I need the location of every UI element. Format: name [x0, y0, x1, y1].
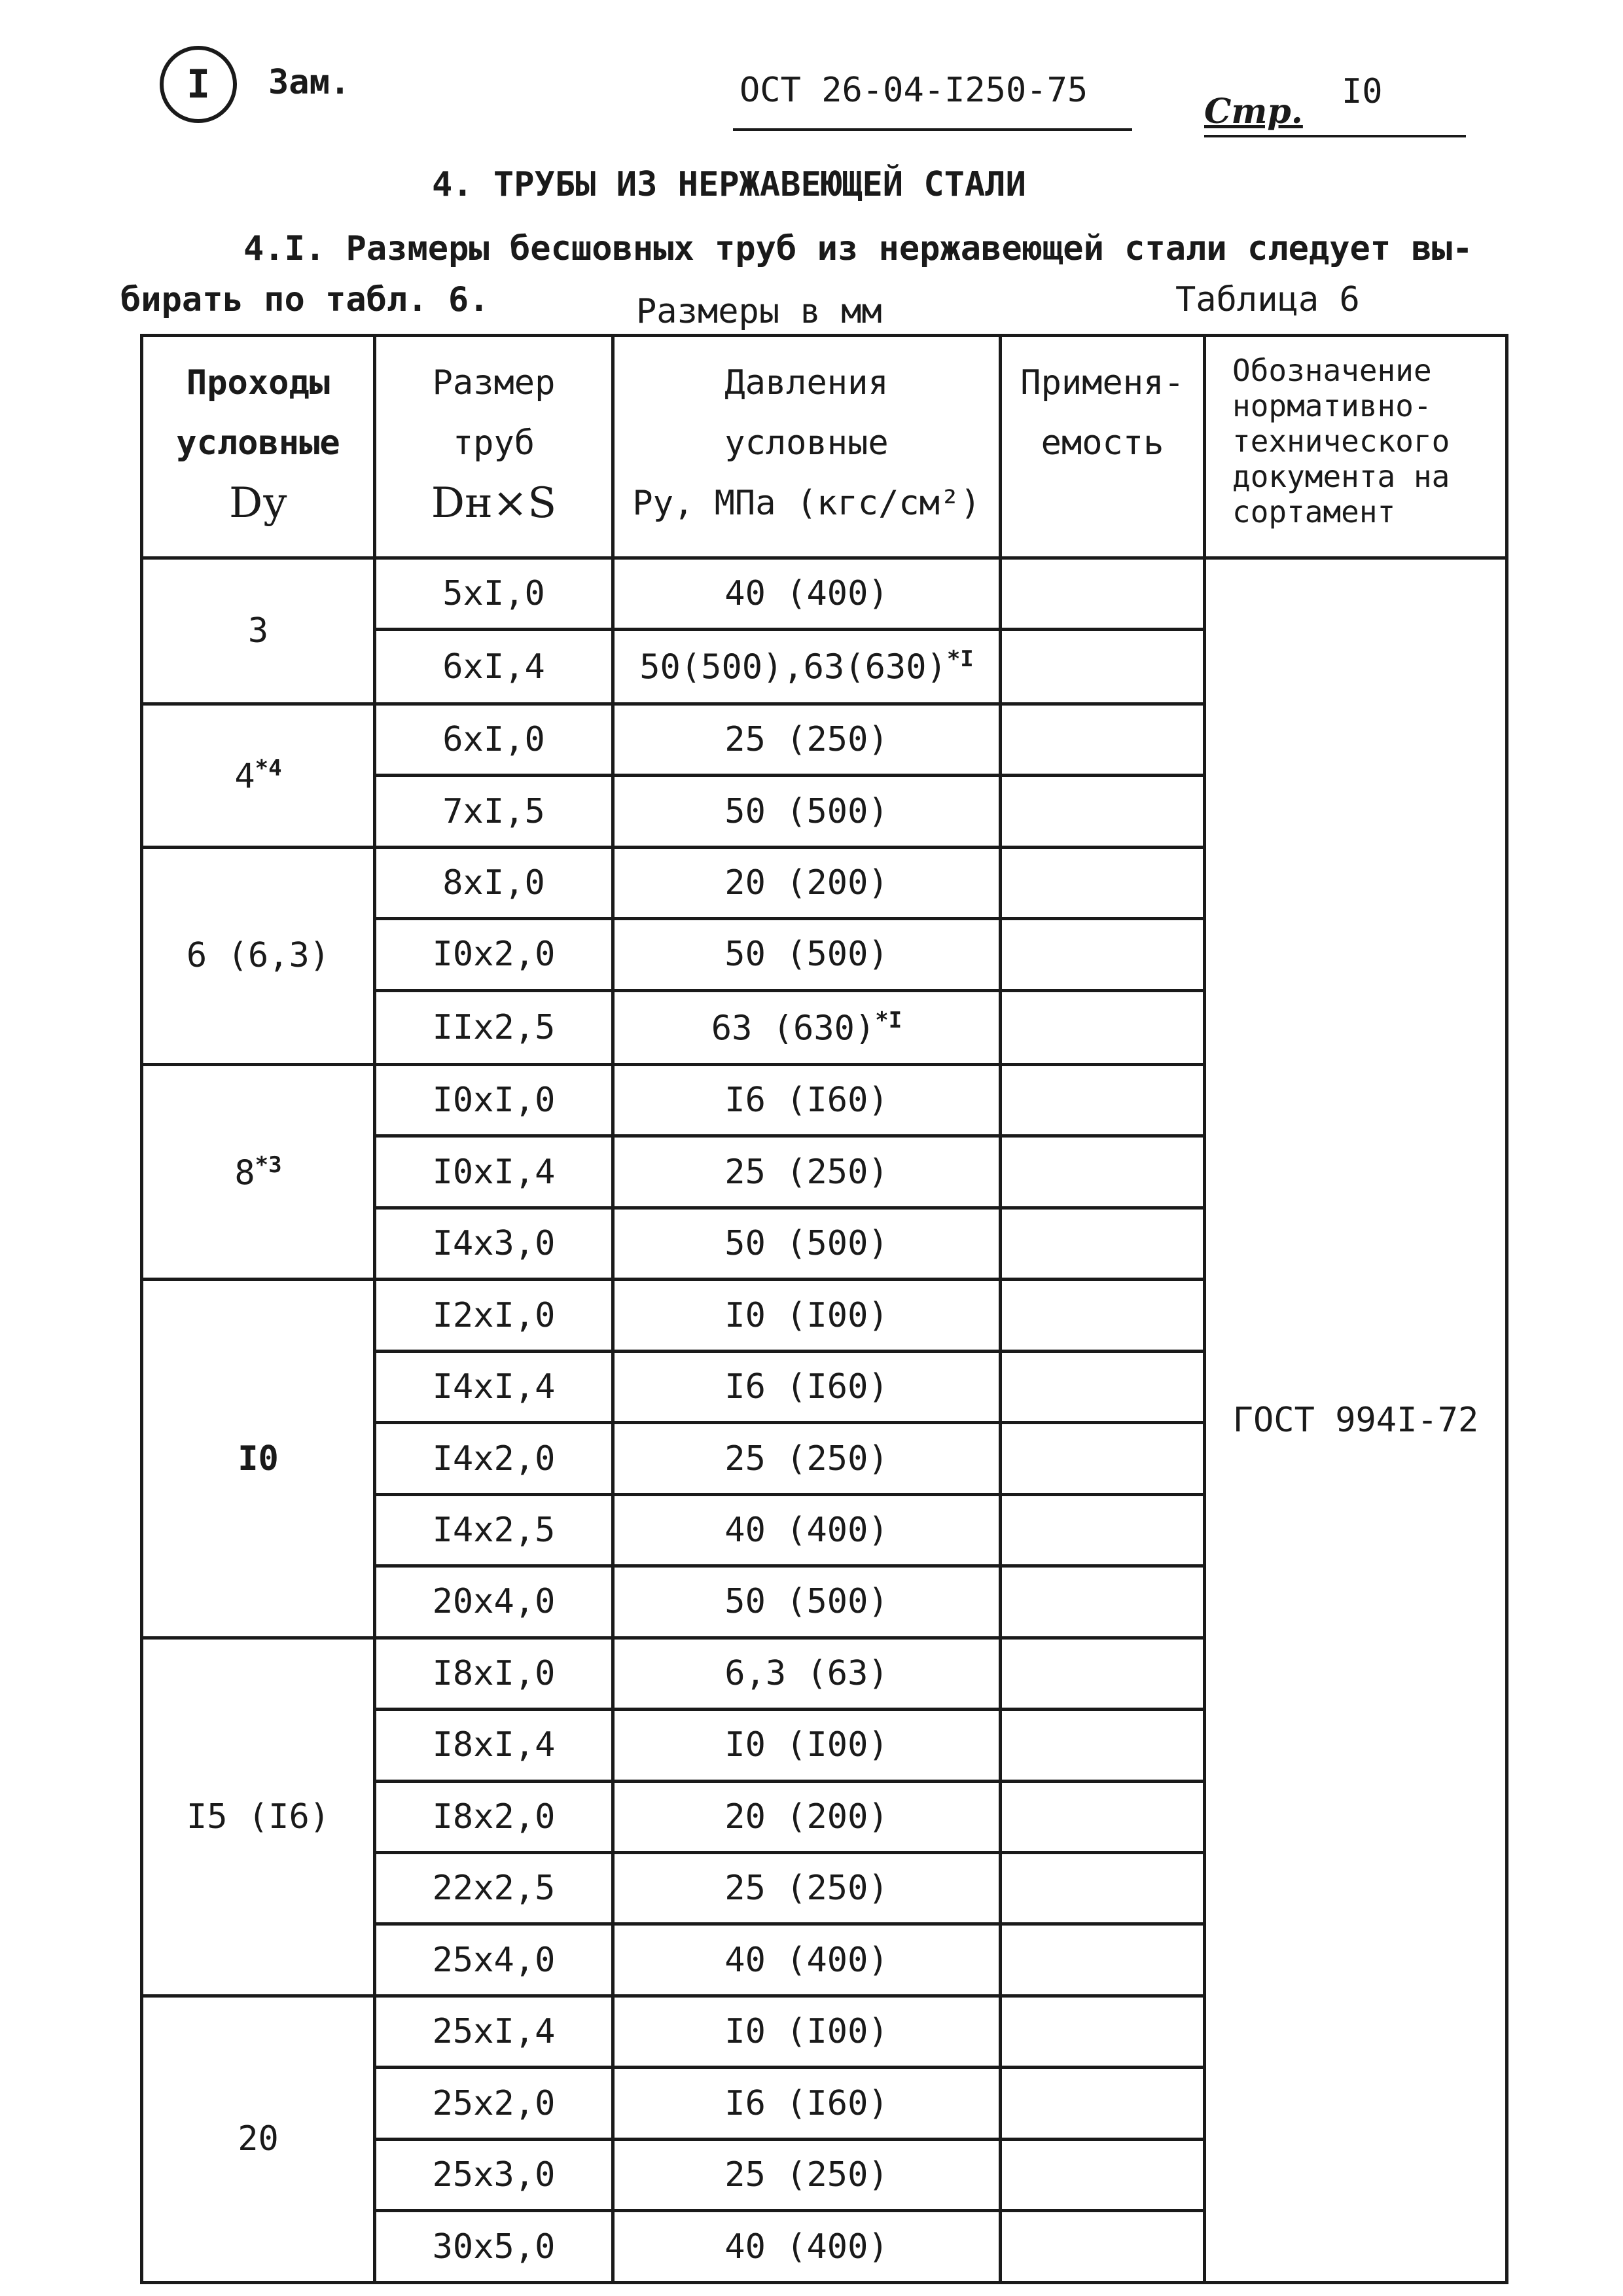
pressure-value: 50 (500)	[724, 1582, 889, 1622]
cell-nominal-bore	[142, 704, 375, 847]
cell-pressure	[613, 630, 1001, 704]
cell-pipe-size: 8xI,0	[375, 847, 613, 918]
col-dy-line1: Проходы	[186, 363, 330, 403]
cell-pressure	[613, 1781, 1001, 1852]
cell-pipe-size: IIx2,5	[375, 990, 613, 1064]
col-pressure	[613, 336, 1001, 558]
nominal-bore-value: I0	[238, 1439, 279, 1479]
cell-nominal-bore	[142, 1065, 375, 1280]
change-number-circle	[160, 46, 237, 123]
cell-pipe-size: 22x2,5	[375, 1853, 613, 1924]
col-doc-line2: нормативно-	[1232, 388, 1432, 423]
section-title: 4. ТРУБЫ ИЗ НЕРЖАВЕЮЩЕЙ СТАЛИ	[432, 165, 1026, 204]
paragraph-line-1: 4.I. Размеры бесшовных труб из нержавеющей стали следует вы-	[243, 229, 1473, 268]
col-use-line2: емость	[1041, 423, 1164, 463]
pressure-value: 40 (400)	[724, 574, 889, 614]
footnote-mark: *4	[255, 755, 282, 781]
cell-pressure	[613, 1423, 1001, 1494]
cell-pressure	[613, 1494, 1001, 1566]
units-note: Размеры в мм	[636, 292, 882, 331]
pipe-size-table	[140, 334, 1508, 2284]
pressure-value: 25 (250)	[724, 1152, 889, 1192]
cell-pressure	[613, 1853, 1001, 1924]
pressure-value: I0 (I00)	[724, 1725, 889, 1765]
col-standard-doc	[1205, 336, 1507, 558]
cell-pressure	[613, 2211, 1001, 2283]
pressure-value: 50 (500)	[724, 791, 889, 831]
pressure-value: 25 (250)	[724, 1439, 889, 1479]
cell-pressure	[613, 1566, 1001, 1638]
col-doc-line3: технического	[1232, 423, 1450, 459]
cell-nominal-bore	[142, 558, 375, 704]
cell-pipe-size: I0x2,0	[375, 919, 613, 990]
cell-pipe-size: I4x2,5	[375, 1494, 613, 1566]
footnote-mark: *I	[875, 1007, 902, 1033]
col-pressure-line1: Давления	[724, 363, 889, 403]
cell-applicability	[1001, 1710, 1205, 1781]
pressure-value: 25 (250)	[724, 2155, 889, 2195]
cell-applicability	[1001, 1065, 1205, 1136]
cell-pressure	[613, 2139, 1001, 2210]
col-size-symbol: Dн×S	[431, 479, 557, 528]
table-body	[142, 558, 1507, 2283]
cell-pipe-size: 6xI,0	[375, 704, 613, 775]
cell-pressure	[613, 1136, 1001, 1208]
nominal-bore-value: 6 (6,3)	[186, 936, 330, 976]
cell-applicability	[1001, 558, 1205, 630]
cell-pressure	[613, 847, 1001, 918]
col-pressure-line2: условные	[724, 423, 889, 463]
page-label: Стр.	[1204, 92, 1303, 132]
cell-applicability	[1001, 1351, 1205, 1422]
pressure-value: 20 (200)	[724, 863, 889, 903]
cell-pipe-size: I8xI,0	[375, 1638, 613, 1709]
cell-pressure	[613, 1280, 1001, 1351]
cell-pipe-size: I0xI,4	[375, 1136, 613, 1208]
pressure-value: 20 (200)	[724, 1797, 889, 1837]
pressure-value: I6 (I60)	[724, 1367, 889, 1407]
standard-underline	[733, 128, 1132, 131]
pressure-value: 50 (500)	[724, 935, 889, 975]
cell-pipe-size: 25x2,0	[375, 2068, 613, 2139]
cell-applicability	[1001, 1280, 1205, 1351]
footnote-mark: *I	[946, 646, 974, 673]
cell-applicability	[1001, 1638, 1205, 1709]
cell-nominal-bore	[142, 1280, 375, 1638]
cell-pressure	[613, 776, 1001, 847]
col-size-line1: Размер	[432, 363, 556, 403]
pressure-value: I6 (I60)	[724, 2083, 889, 2123]
cell-pressure	[613, 704, 1001, 775]
col-dy-line2: условные	[176, 423, 340, 463]
cell-pressure	[613, 990, 1001, 1064]
col-nominal-bore	[142, 336, 375, 558]
cell-applicability	[1001, 1136, 1205, 1208]
cell-applicability	[1001, 2211, 1205, 2283]
cell-nominal-bore	[142, 1638, 375, 1996]
change-label: Зам.	[268, 63, 351, 102]
table-row	[142, 558, 1507, 630]
nominal-bore-value: I5 (I6)	[186, 1797, 330, 1837]
cell-applicability	[1001, 1423, 1205, 1494]
cell-pressure	[613, 1710, 1001, 1781]
cell-applicability	[1001, 1853, 1205, 1924]
cell-pressure	[613, 919, 1001, 990]
pressure-value: I6 (I60)	[724, 1081, 889, 1121]
cell-pipe-size: I8xI,4	[375, 1710, 613, 1781]
cell-pipe-size: 25x4,0	[375, 1924, 613, 1996]
cell-pipe-size: I8x2,0	[375, 1781, 613, 1852]
cell-applicability	[1001, 1494, 1205, 1566]
page-number: I0	[1342, 72, 1383, 111]
col-pipe-size	[375, 336, 613, 558]
pressure-value: I0 (I00)	[724, 1295, 889, 1335]
cell-pipe-size: I4x3,0	[375, 1208, 613, 1279]
table-header-row	[142, 336, 1507, 558]
pressure-value: 63 (630)	[711, 1008, 876, 1048]
cell-pipe-size: I0xI,0	[375, 1065, 613, 1136]
nominal-bore-value: 8	[234, 1153, 255, 1193]
cell-applicability	[1001, 1924, 1205, 1996]
cell-applicability	[1001, 776, 1205, 847]
cell-pipe-size: 7xI,5	[375, 776, 613, 847]
col-doc-line4: документа на	[1232, 459, 1450, 494]
pressure-value: 6,3 (63)	[724, 1653, 889, 1693]
col-dy-symbol: Dу	[229, 479, 287, 528]
cell-pressure	[613, 1638, 1001, 1709]
cell-applicability	[1001, 919, 1205, 990]
cell-pressure	[613, 2068, 1001, 2139]
cell-applicability	[1001, 847, 1205, 918]
cell-pipe-size: 5xI,0	[375, 558, 613, 630]
cell-pressure	[613, 558, 1001, 630]
cell-applicability	[1001, 990, 1205, 1064]
pressure-value: 50 (500)	[724, 1224, 889, 1264]
cell-pressure	[613, 1208, 1001, 1279]
cell-pressure	[613, 1996, 1001, 2067]
cell-applicability	[1001, 2139, 1205, 2210]
cell-pipe-size: 20x4,0	[375, 1566, 613, 1638]
cell-pressure	[613, 1351, 1001, 1422]
page-underline	[1204, 135, 1466, 137]
cell-pipe-size: I2xI,0	[375, 1280, 613, 1351]
col-pressure-line3: Ру, МПа (кгс/см²)	[632, 484, 981, 523]
col-doc-line1: Обозначение	[1232, 353, 1432, 388]
cell-applicability	[1001, 1208, 1205, 1279]
change-number: I	[186, 62, 211, 107]
pressure-value: 40 (400)	[724, 1510, 889, 1550]
cell-applicability	[1001, 1781, 1205, 1852]
cell-pipe-size: 25x3,0	[375, 2139, 613, 2210]
pressure-value: 25 (250)	[724, 720, 889, 760]
cell-pipe-size: I4xI,4	[375, 1351, 613, 1422]
pressure-value: 25 (250)	[724, 1869, 889, 1909]
cell-pipe-size: 6xI,4	[375, 630, 613, 704]
cell-pressure	[613, 1065, 1001, 1136]
cell-applicability	[1001, 704, 1205, 775]
nominal-bore-value: 3	[247, 611, 269, 651]
cell-pressure	[613, 1924, 1001, 1996]
nominal-bore-value: 4	[234, 756, 255, 796]
pressure-value: 40 (400)	[724, 2227, 889, 2267]
nominal-bore-value: 20	[238, 2119, 279, 2159]
cell-pipe-size: 30x5,0	[375, 2211, 613, 2283]
cell-nominal-bore	[142, 847, 375, 1064]
pressure-value: 40 (400)	[724, 1940, 889, 1980]
cell-nominal-bore	[142, 1996, 375, 2282]
pressure-value: 50(500),63(630)	[639, 647, 947, 687]
col-use-line1: Применя-	[1020, 363, 1185, 403]
cell-applicability	[1001, 630, 1205, 704]
cell-pipe-size: 25xI,4	[375, 1996, 613, 2067]
table-caption: Таблица 6	[1175, 280, 1360, 319]
col-size-line2: труб	[452, 423, 535, 463]
col-doc-line5: сортамент	[1232, 494, 1396, 529]
cell-pipe-size: I4x2,0	[375, 1423, 613, 1494]
pressure-value: I0 (I00)	[724, 2012, 889, 2052]
standard-designation: ОСТ 26-04-I250-75	[740, 71, 1088, 110]
cell-standard-doc: ГОСТ 994I-72	[1205, 558, 1507, 2283]
cell-applicability	[1001, 2068, 1205, 2139]
cell-applicability	[1001, 1566, 1205, 1638]
paragraph-line-2: бирать по табл. 6.	[120, 280, 490, 319]
col-applicability	[1001, 336, 1205, 558]
cell-applicability	[1001, 1996, 1205, 2067]
footnote-mark: *3	[255, 1151, 282, 1178]
